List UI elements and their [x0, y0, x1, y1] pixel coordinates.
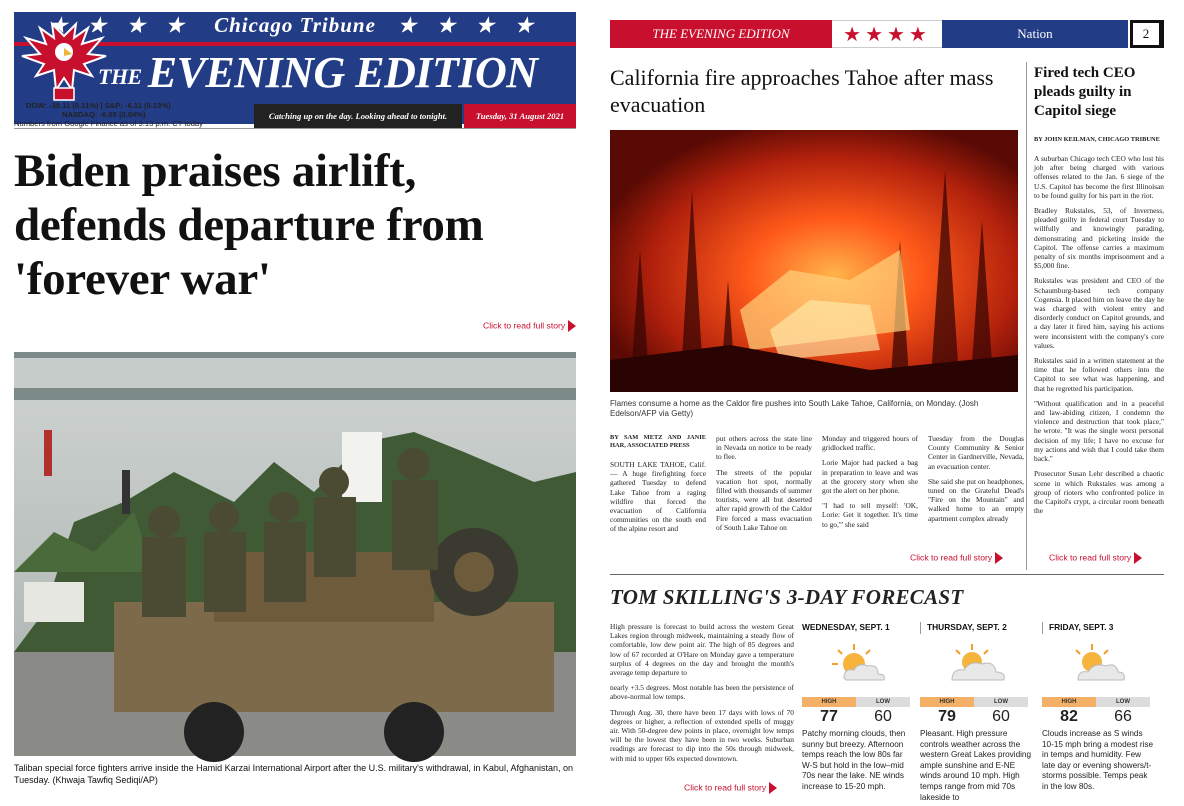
forecast-paragraph: nearly +3.5 degrees. Most notable has been the persistence of above-normal low temps. — [610, 683, 794, 702]
read-more-label: Click to read full story — [684, 782, 767, 793]
sun-cloud-icon — [824, 642, 894, 684]
page-number-box — [1130, 20, 1164, 48]
fire-paragraph: Tuesday from the Douglas County Community & Senior Center in Gardnerville, Nevada, an evacuation center. — [928, 434, 1024, 471]
tagline: Catching up on the day. Looking ahead to tonight. — [254, 104, 462, 128]
read-more-label: Click to read full story — [910, 552, 993, 563]
temperature-row — [920, 697, 1028, 727]
ceo-paragraph: Prosecutor Susan Lehr described a chaotic scene in which Rukstales was among a group of rioters who confronted police in the Capitol's crypt, a circular room beneath the — [1034, 469, 1164, 516]
forecast-paragraph: Through Aug. 30, there have been 17 days with lows of 70 degrees or higher, a reflection of extended spells of muggy air. With 50-degree dew points in place, overnight low temps will be the lowest they have been in two weeks. Suburban readings are forecast to dip into the 50s through midweek, with mid to upper 60s expected downtown. — [610, 707, 794, 763]
ceo-paragraph: Rukstales was president and CEO of the Schaumburg-based tech company Cogensia. It placed him on leave the day he was charged with violent entry and disorderly conduct on Capitol grounds, and a day later it fired him, saying his actions were inconsistent with the company's core values. — [1034, 276, 1164, 350]
forecast-read-more-link[interactable] — [684, 782, 777, 794]
kabul-photo-illustration — [14, 352, 576, 756]
fire-photo-illustration — [610, 130, 1018, 392]
play-arrow-icon — [769, 782, 777, 794]
ceo-paragraph: Bradley Rukstales, 53, of Inverness, pleaded guilty in federal court Tuesday to willfully and knowingly parading, demonstrating and picketing inside the Capitol. The offense carries a maximum penalty of six months imprisonment and a $5,000 fine. — [1034, 206, 1164, 271]
fire-paragraph: put others across the state line in Nevada on notice to be ready to flee. — [716, 434, 812, 462]
high-temp: HIGH 79 — [920, 697, 974, 727]
masthead-rule — [14, 128, 576, 129]
page-number: 2 — [1133, 23, 1159, 45]
page2-edition-label: THE EVENING EDITION — [610, 20, 832, 48]
market-line-dow: DOW: -39.11 (0.11%) | S&P: -6.11 (0.13%) — [26, 101, 171, 110]
forecast-title: TOM SKILLING'S 3-DAY FORECAST — [610, 585, 964, 609]
play-arrow-icon — [995, 552, 1003, 564]
low-temp: LOW 60 — [856, 697, 910, 727]
ceo-paragraph: A suburban Chicago tech CEO who lost his job after being charged with various offenses related to the Jan. 6 siege of the U.S. Capitol has become the first Illinoisan to be found guilty for his part in the riot. — [1034, 154, 1164, 200]
forecast-day-friday — [1042, 622, 1154, 791]
ceo-read-more-link[interactable] — [1049, 552, 1142, 564]
fire-story-column-3 — [822, 434, 918, 542]
fire-story-column-4 — [928, 434, 1024, 542]
day-description: Pleasant. High pressure controls weather across the western Great Lakes providing ample sunshine and E-NE winds around 10 mph. High temps range from mid 70s lakeside to — [920, 729, 1032, 802]
read-more-label: Click to read full story — [1049, 552, 1132, 563]
low-temp: LOW 60 — [974, 697, 1028, 727]
page2-stars: ★★★★ — [832, 20, 942, 48]
temperature-row — [1042, 697, 1150, 727]
read-more-label: Click to read full story — [483, 320, 566, 331]
fire-paragraph: She said she put on headphones, tuned on the Grateful Dead's "Fire on the Mountain" and walked home to an empty apartment complex already — [928, 476, 1024, 523]
column-divider — [1026, 62, 1027, 570]
sun-cloud-icon — [942, 642, 1012, 684]
edition-title: THE EVENING EDITION — [98, 48, 538, 97]
market-summary — [14, 101, 254, 128]
forecast-paragraph: High pressure is forecast to build across the western Great Lakes region through midweek, maintaining a steady flow of comfortable, low dew point air. The high of 85 degrees and low of 67 recorded at O'Hare on Monday gave a temperature surplus of 4 degrees on the day and brought the month's average temp departure to — [610, 622, 794, 678]
lead-headline[interactable]: Biden praises airlift, defends departure from 'forever war' — [14, 145, 484, 305]
day-description: Patchy morning clouds, then sunny but breezy. Afternoon temps reach the low 80s far W-S but hold in the low–mid 70s near the lake. NE winds increase to 15-20 mph. — [802, 729, 906, 791]
ceo-byline: BY JOHN KEILMAN, CHICAGO TRIBUNE — [1034, 136, 1160, 143]
fire-story-column-2 — [716, 434, 812, 542]
day-name: WEDNESDAY, SEPT. 1 — [802, 622, 890, 632]
fire-paragraph: "I had to tell myself: 'OK, Lorie: Get it together. It's time to go,'" she said — [822, 501, 918, 529]
section-label-nation: Nation — [942, 20, 1128, 48]
lead-photo-caption: Taliban special force fighters arrive inside the Hamid Karzai International Airport after the U.S. military's withdrawal, in Kabul, Afghanistan, on Tuesday. (Khwaja Tawfiq Sediqi/AP) — [14, 763, 573, 785]
fire-photo-caption: Flames consume a home as the Caldor fire pushes into South Lake Tahoe, California, on Monday. (Josh Edelson/AFP via Getty) — [610, 399, 979, 418]
day-name: THURSDAY, SEPT. 2 — [920, 622, 1032, 634]
play-arrow-icon — [1134, 552, 1142, 564]
ceo-headline[interactable]: Fired tech CEO pleads guilty in Capitol siege — [1034, 65, 1136, 119]
fire-read-more-link[interactable] — [910, 552, 1003, 564]
ceo-paragraph: Rukstales said in a written statement at the time that he followed others into the Capitol to see what was happening, and that he regretted his participation. — [1034, 356, 1164, 393]
temperature-row — [802, 697, 910, 727]
forecast-story — [610, 622, 794, 794]
fire-paragraph: The streets of the popular vacation hot spot, normally filled with thousands of summer tourists, were all but deserted after rapid growth of the Caldor Fire forced a mass evacuation of South Lake Tahoe on — [716, 467, 812, 532]
market-line-nasdaq: NASDAQ: -6.65 (0.04%) — [62, 110, 146, 119]
caldor-fire-photo — [610, 130, 1018, 392]
low-temp: LOW 66 — [1096, 697, 1150, 727]
sun-cloud-icon — [1064, 642, 1134, 684]
kabul-airport-photo — [14, 352, 576, 756]
fire-headline[interactable]: California fire approaches Tahoe after mass evacuation — [610, 65, 994, 117]
day-name: FRIDAY, SEPT. 3 — [1042, 622, 1154, 634]
fire-byline: BY SAM METZ AND JANIE HAR, ASSOCIATED PRESS — [610, 434, 706, 449]
edition-date: Tuesday, 31 August 2021 — [464, 104, 576, 128]
fire-story-column-1 — [610, 434, 706, 542]
high-temp: HIGH 82 — [1042, 697, 1096, 727]
forecast-rule — [610, 574, 1164, 575]
forecast-day-thursday — [920, 622, 1032, 802]
eagle-logo-icon — [18, 18, 110, 108]
lead-read-more-link[interactable] — [483, 320, 576, 332]
fire-paragraph: Lorie Major had packed a bag in preparation to leave and was at the grocery story when she got the alert on her phone. — [822, 458, 918, 496]
play-arrow-icon — [568, 320, 576, 332]
day-description: Clouds increase as S winds 10-15 mph bring a modest rise in temps and humidity. Few late day or evening showers/t-storms possible. Temps peak in the low 80s. — [1042, 729, 1154, 791]
fire-paragraph: SOUTH LAKE TAHOE, Calif. — A huge firefighting force gathered Tuesday to defend Lake Tahoe from a raging wildfire that forced the evacuation of California communities on the south end of the alpine resort and — [610, 460, 706, 534]
market-source-note: Numbers from Google Finance as of 3:13 p.m. CT today — [14, 119, 203, 128]
forecast-day-wednesday — [802, 622, 914, 791]
ceo-story-body — [1034, 136, 1164, 540]
fire-paragraph: Monday and triggered hours of gridlocked traffic. — [822, 434, 918, 453]
high-temp: HIGH 77 — [802, 697, 856, 727]
masthead-paper-name: ★ ★ ★ ★ Chicago Tribune ★ ★ ★ ★ — [49, 13, 541, 37]
ceo-paragraph: "Without qualification and in a peaceful and law-abiding citizen, I condemn the violence and destruction that took place," he wrote. "It was the single worst personal decision of my life; I have no excuse for my actions and wish that I could take them back." — [1034, 398, 1164, 464]
